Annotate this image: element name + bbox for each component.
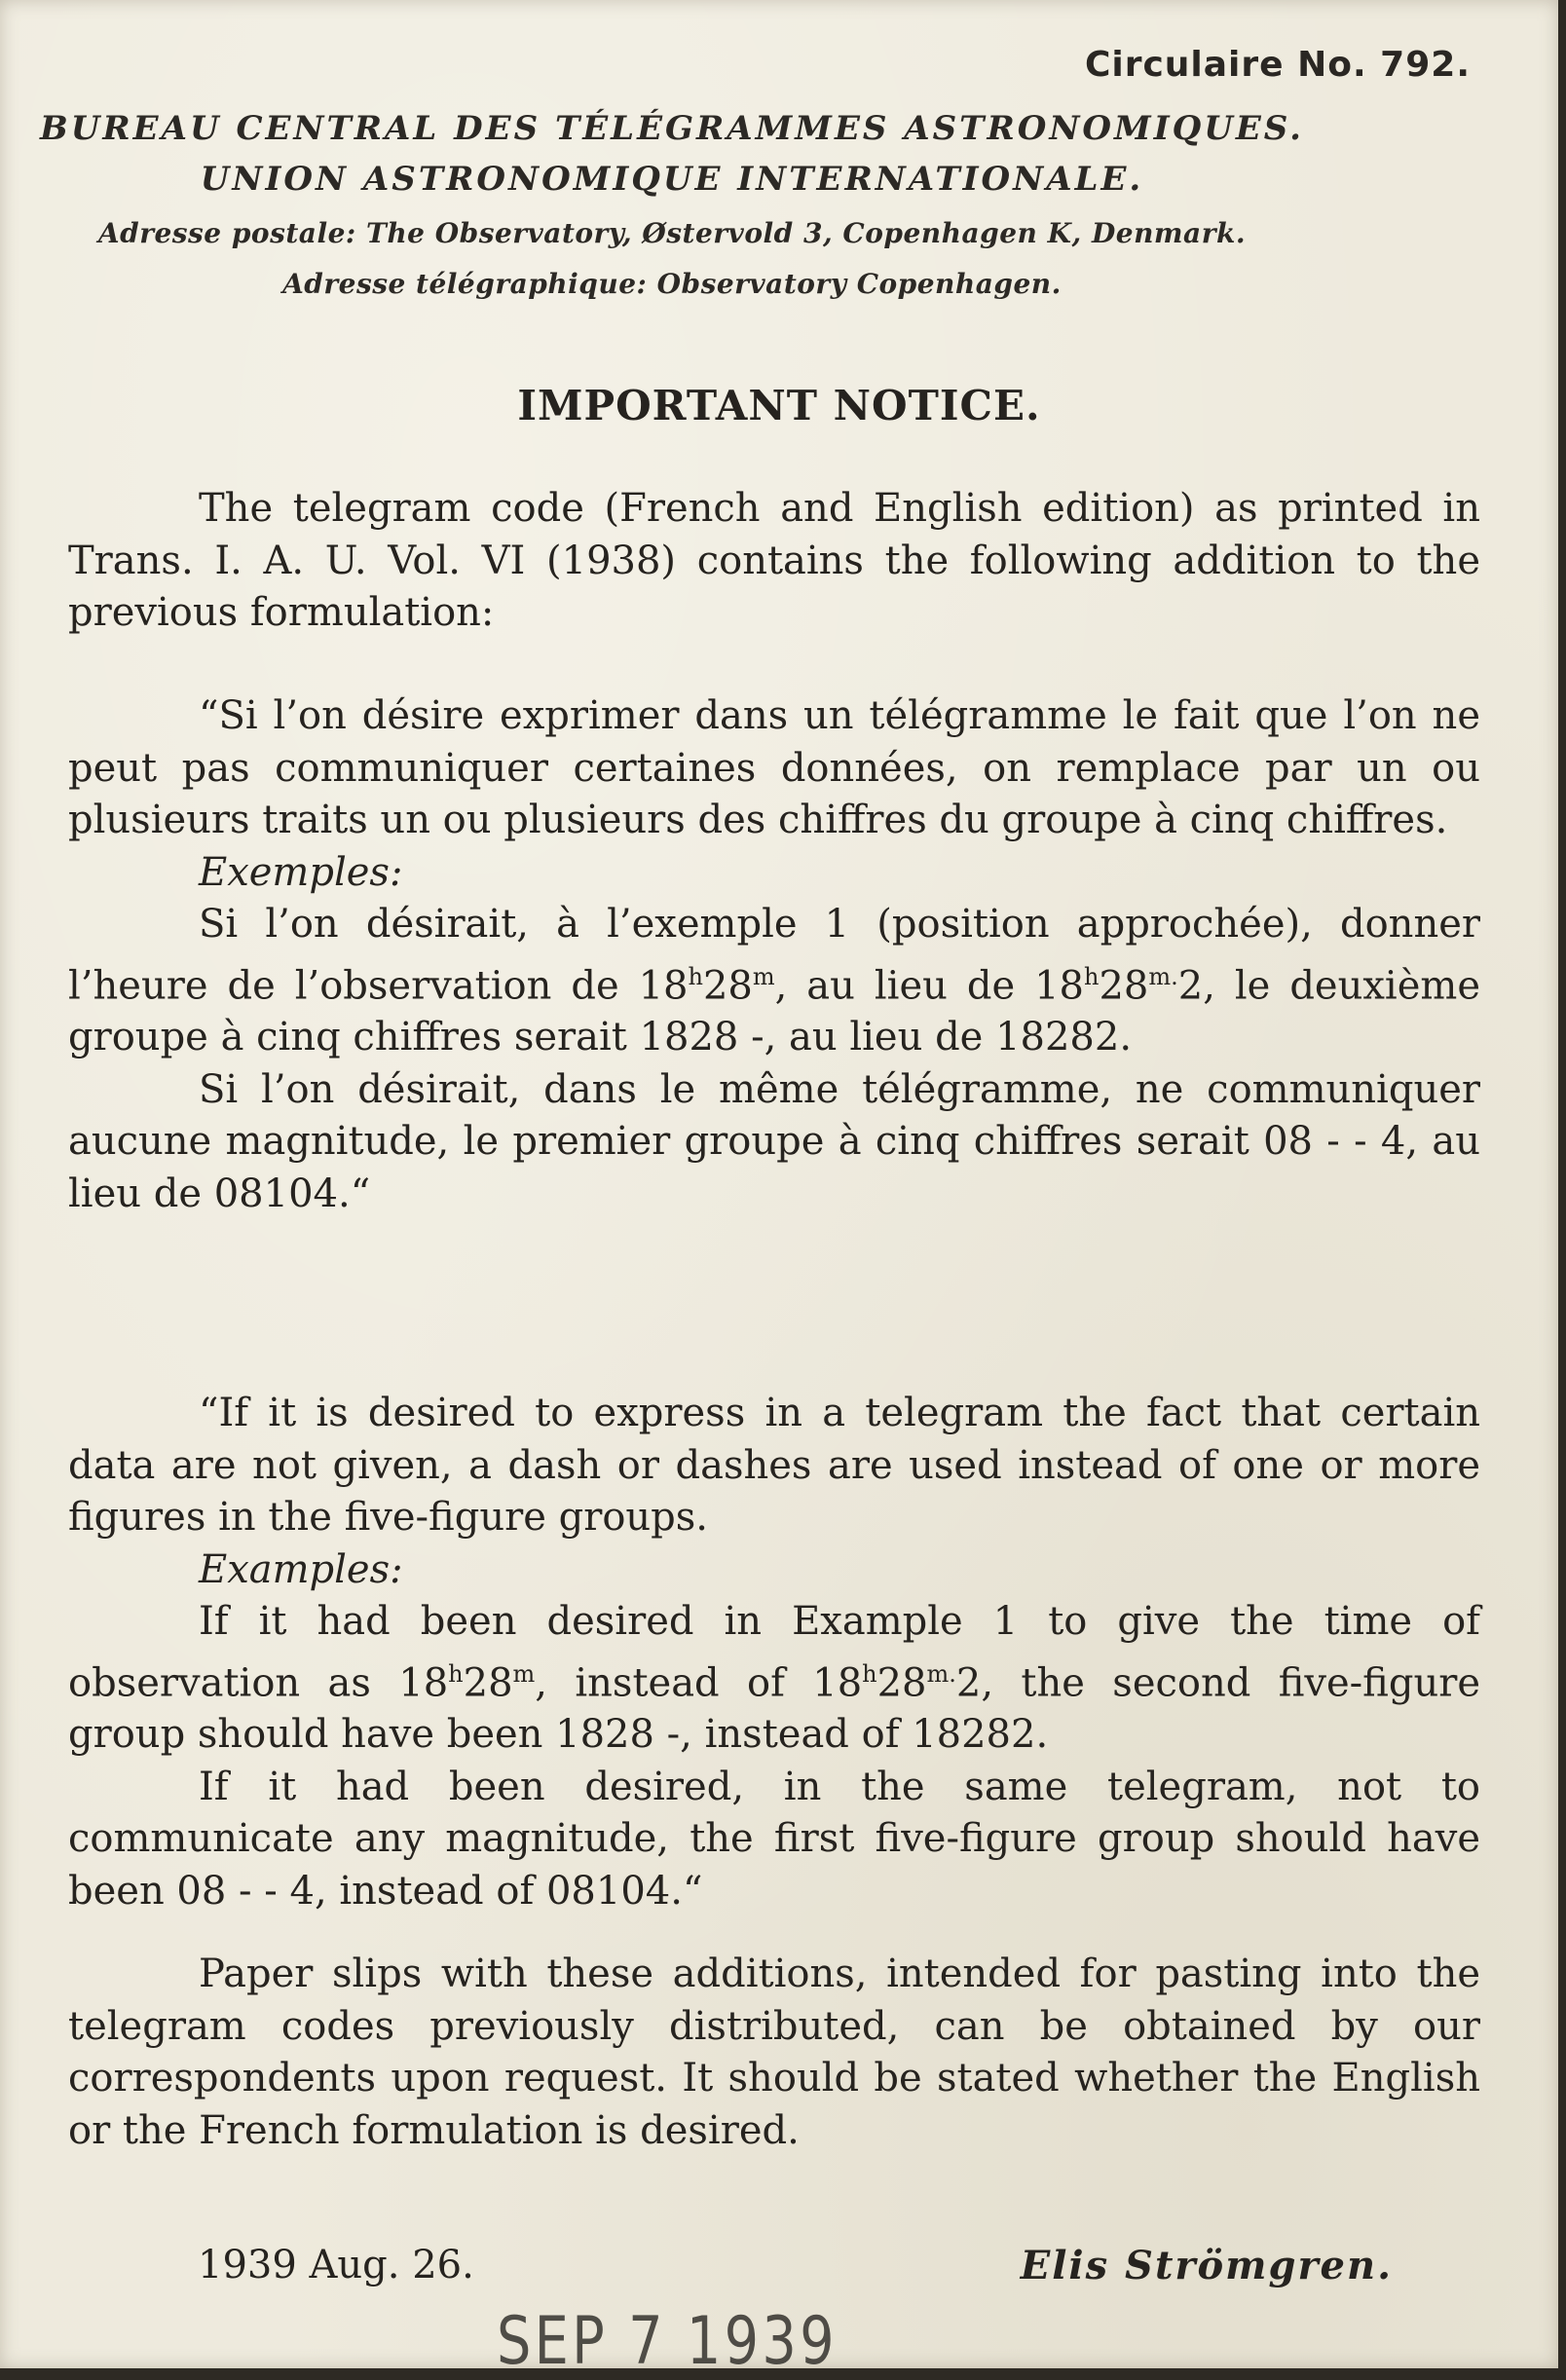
- english-rule: “If it is desired to express in a telegram the fact that certain data are not given, a dash or dashes are used instead of one or more figures in the five-figure groups.: [68, 1391, 1480, 1540]
- closing-text: Paper slips with these additions, intended for pasting into the telegram codes previously distributed, can be obtained by our correspondents upon request. It should be stated whether the English or the French formulation is desired.: [68, 1952, 1480, 2153]
- notice-title: IMPORTANT NOTICE.: [517, 382, 1041, 429]
- english-examples-label: Examples:: [199, 1546, 403, 1592]
- french-example-2: Si l’on désirait, dans le même télégramme, ne communiquer aucune magnitude, le premier groupe à cinq chiffres serait 08 - - 4, au lieu de 08104.“: [68, 1066, 1480, 1216]
- intro-paragraph: [68, 483, 1480, 640]
- french-section: [68, 690, 1480, 1220]
- circular-number: Circulaire No. 792.: [1084, 45, 1471, 85]
- french-rule: “Si l’on désire exprimer dans un télégramme le fait que l’on ne peut pas communiquer certaines données, on remplace par un ou plusieurs traits un ou plusieurs des chiffres du groupe à cinq chiffres.: [68, 693, 1480, 842]
- postal-address: Adresse postale: The Observatory, Østervold 3, Copenhagen K, Denmark.: [97, 217, 1247, 249]
- bureau-name: BUREAU CENTRAL DES TÉLÉGRAMMES ASTRONOMIQUES.: [40, 109, 1304, 148]
- french-examples-label: Exemples:: [199, 849, 403, 895]
- french-example-1: Si l’on désirait, à l’exemple 1 (position approchée), donner l’heure de l’observation de 18$^h$28$^m$, au lieu de $18^h28^{m.}2$, le deuxième groupe à cinq chiffres serait 1828 -, au lieu de 18282.: [68, 902, 1480, 1060]
- received-date-stamp: SEP 7 1939: [497, 2303, 838, 2380]
- telegraphic-address: Adresse télégraphique: Observatory Copenhagen.: [282, 268, 1062, 300]
- issue-date: 1939 Aug. 26.: [198, 2243, 474, 2287]
- english-example-2: If it had been desired, in the same telegram, not to communicate any magnitude, the first five-figure group should have been 08 - - 4, instead of 08104.“: [68, 1764, 1480, 1914]
- closing-paragraph: [68, 1949, 1480, 2157]
- english-section: [68, 1388, 1480, 1917]
- union-name: UNION ASTRONOMIQUE INTERNATIONALE.: [200, 160, 1144, 199]
- english-example-1: If it had been desired in Example 1 to give the time of observation as 18$^h$28$^m$, instead of $18^h28^{m.}2$, the second five-figure group should have been 1828 -, instead of 18282.: [68, 1599, 1480, 1758]
- signature: Elis Strömgren.: [1020, 2243, 1393, 2288]
- intro-text: The telegram code (French and English edition) as printed in Trans. I. A. U. Vol. VI (1938) contains the following addition to the previous formulation:: [68, 486, 1480, 635]
